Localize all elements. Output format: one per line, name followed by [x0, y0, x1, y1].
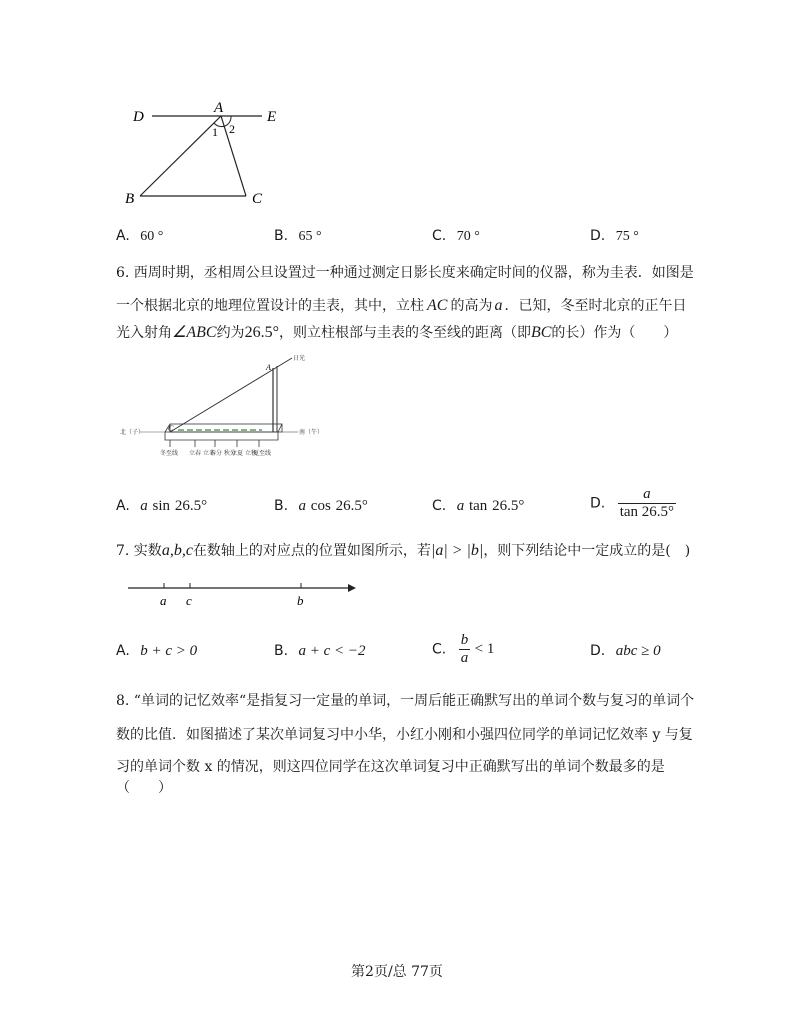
axis-label-b: b: [297, 593, 304, 608]
label-angle-1: 1: [212, 125, 218, 139]
q6-text: 的长）作为（ ）: [551, 325, 678, 341]
option-expr-tail: < 1: [474, 641, 495, 657]
q7-option-a[interactable]: [116, 643, 197, 660]
axis-label-c: c: [186, 593, 192, 608]
label-south: 南（午）: [299, 429, 324, 436]
q6-text: 约为: [216, 325, 245, 341]
option-letter: A.: [116, 643, 130, 659]
mark-summer-solstice: 夏至线: [253, 450, 272, 457]
option-expr: b + c > 0: [140, 643, 198, 659]
q8-line-3: 习的单词个数 x 的情况，则这四位同学在这次单词复习中正确默写出的单词个数最多的是: [116, 759, 665, 775]
expr-var: a: [456, 498, 465, 514]
expr-fn: sin: [152, 498, 171, 514]
fraction-denominator: a: [460, 650, 469, 666]
axis-label-a: a: [160, 593, 167, 608]
var-ac: AC: [427, 297, 448, 314]
expr-var: a: [298, 498, 307, 514]
label-c: C: [252, 191, 263, 207]
page-number-footer: 第2页/总 77页: [351, 964, 443, 980]
option-letter: B.: [274, 228, 289, 244]
mark-winter-solstice: 冬至线: [160, 450, 179, 457]
q6-text: ，则立柱根部与圭表的冬至线的距离（即: [278, 325, 531, 341]
expr-var: a: [140, 498, 148, 514]
q7-vars: a,b,c: [161, 542, 193, 559]
label-sunlight: 日光: [293, 355, 306, 362]
var-bc: BC: [530, 324, 552, 341]
label-e: E: [267, 109, 277, 125]
q6-text: 的高为: [450, 298, 493, 314]
option-letter: D.: [590, 495, 606, 512]
expr-arg: 26.5°: [335, 498, 368, 514]
option-value: 65 °: [298, 229, 322, 244]
expr-arg: 26.5°: [492, 498, 525, 514]
mark-spring-winter-begin: 立春 立冬: [189, 450, 215, 457]
option-expr: abc ≥ 0: [615, 643, 661, 659]
angle-abc: ∠ABC: [172, 324, 217, 341]
q7-option-c[interactable]: [432, 632, 494, 667]
q6-text: ．已知，冬至时北京的正午日: [504, 298, 687, 314]
q6-line-1: 6. 西周时期，丞相周公旦设置过一种通过测定日影长度来确定时间的仪器，称为圭表．如图是: [116, 265, 694, 281]
label-a: A: [214, 100, 224, 116]
option-letter: D.: [590, 643, 606, 659]
q7-text: 在数轴上的对应点的位置如图所示，若: [192, 543, 431, 559]
option-letter: A.: [116, 498, 130, 514]
fraction-numerator: b: [460, 632, 469, 648]
q8-line-4: （ ）: [116, 780, 172, 796]
mark-summer-autumn-begin: 立夏 立秋: [231, 450, 257, 457]
q8-line-1: 8. “单词的记忆效率“是指复习一定量的单词，一周后能正确默写出的单词个数与复习的单词个: [116, 693, 695, 709]
option-letter: B.: [274, 498, 289, 514]
expr-fn: cos: [310, 498, 331, 514]
fraction-numerator: a: [618, 486, 676, 504]
option-letter: A.: [116, 228, 130, 244]
mark-equinox: 春分 秋分: [210, 450, 236, 457]
option-letter: C.: [432, 641, 447, 658]
expr-fn: tan: [468, 498, 488, 514]
option-letter: C.: [432, 228, 447, 244]
option-letter: B.: [274, 643, 289, 659]
q7-option-b[interactable]: [274, 643, 366, 660]
fraction-denominator: tan 26.5°: [619, 504, 675, 520]
option-letter: D.: [590, 228, 606, 244]
option-letter: C.: [432, 498, 447, 514]
option-expr: a + c < −2: [298, 643, 366, 659]
angle-value: 26.5°: [244, 324, 279, 341]
label-d: D: [133, 109, 144, 125]
q7-text: ，则下列结论中一定成立的是( ): [483, 543, 691, 559]
option-value: 60 °: [140, 229, 164, 244]
label-base-c: C: [168, 424, 174, 433]
q8-line-2: 数的比值．如图描述了某次单词复习中小华，小红小刚和小强四位同学的单词记忆效率 y 与复: [116, 727, 693, 743]
option-value: 75 °: [615, 229, 639, 244]
q7-text: 7. 实数: [116, 543, 162, 559]
q7-option-d[interactable]: [590, 643, 661, 660]
option-value: 70 °: [456, 229, 480, 244]
label-angle-2: 2: [229, 122, 235, 136]
label-b: B: [125, 191, 135, 207]
label-pillar-a: A: [266, 363, 271, 372]
axis-arrow-icon: [348, 584, 356, 592]
q6-text: 光入射角: [116, 325, 172, 341]
var-a: a: [494, 297, 503, 314]
label-north: 北（子）: [120, 429, 145, 436]
q7-condition: |a| > |b|: [430, 542, 484, 559]
q6-text: 一个根据北京的地理位置设计的圭表，其中，立柱: [116, 298, 424, 314]
expr-arg: 26.5°: [174, 498, 208, 514]
